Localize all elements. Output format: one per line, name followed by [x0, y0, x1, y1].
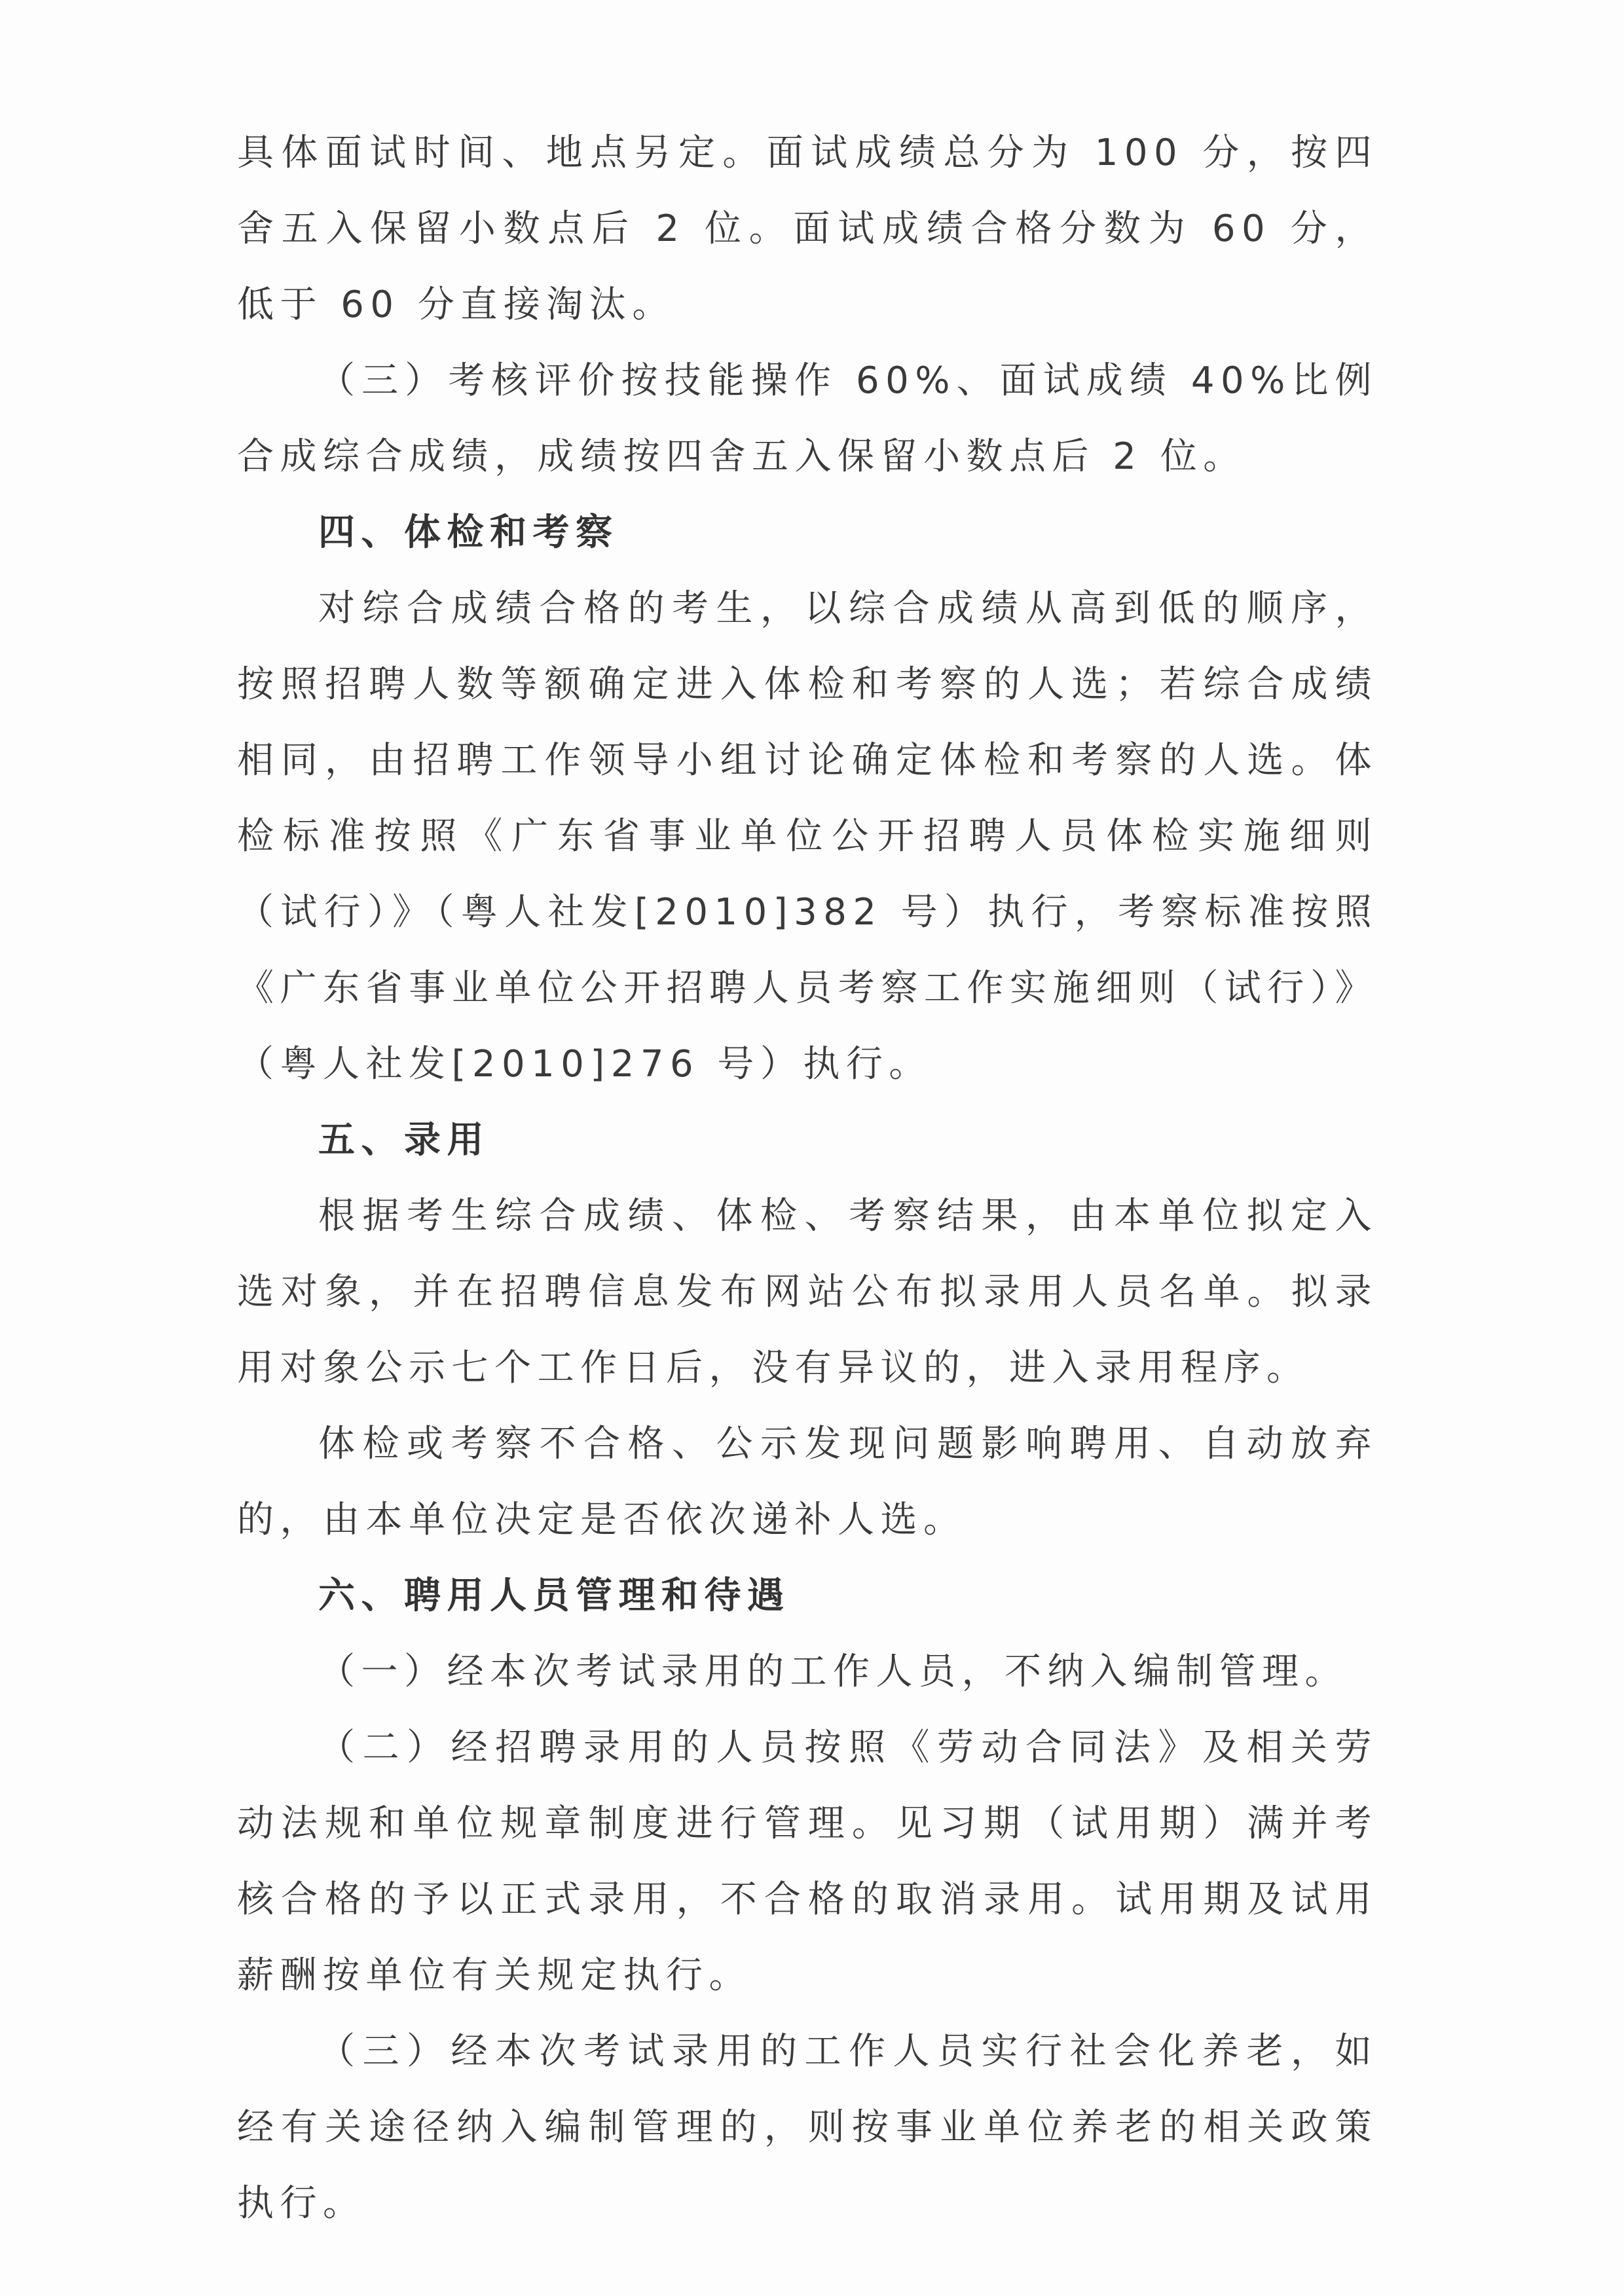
paragraph-no-establishment: （一）经本次考试录用的工作人员，不纳入编制管理。	[318, 1650, 1348, 1693]
paragraph-pension: （三）经本次考试录用的工作人员实行社会化养老，如经有关途径纳入编制管理的，则按事业单位养老的相关政策执行。	[237, 2030, 1378, 2225]
document-body	[237, 115, 1378, 2242]
paragraph-score-composition: （三）考核评价按技能操作 60%、面试成绩 40%比例合成综合成绩，成绩按四舍五入保留小数点后 2 位。	[237, 359, 1378, 478]
section-heading-staff-management: 六、聘用人员管理和待遇	[318, 1575, 790, 1617]
paragraph-substitution: 体检或考察不合格、公示发现问题影响聘用、自动放弃的，由本单位决定是否依次递补人选。	[237, 1423, 1378, 1541]
section-heading-medical-exam: 四、体检和考察	[318, 511, 619, 554]
paragraph-labor-contract: （二）经招聘录用的人员按照《劳动合同法》及相关劳动法规和单位规章制度进行管理。见习期（试用期）满并考核合格的予以正式录用，不合格的取消录用。试用期及试用薪酬按单位有关规定执行。	[237, 1726, 1378, 1997]
paragraph-medical-exam-rules: 对综合成绩合格的考生，以综合成绩从高到低的顺序，按照招聘人数等额确定进入体检和考察的人选；若综合成绩相同，由招聘工作领导小组讨论确定体检和考察的人选。体检标准按照《广东省事业单位公开招聘人员体检实施细则（试行）》（粤人社发[2010]382 号）执行，考察标准按照《广东省事业单位公开招聘人员考察工作实施细则（试行）》（粤人社发[2010]276 号）执行。	[237, 587, 1378, 1085]
section-heading-hiring: 五、录用	[318, 1119, 490, 1161]
paragraph-interview-details: 具体面试时间、地点另定。面试成绩总分为 100 分，按四舍五入保留小数点后 2 位。面试成绩合格分数为 60 分，低于 60 分直接淘汰。	[237, 132, 1378, 326]
paragraph-hiring-publicity: 根据考生综合成绩、体检、考察结果，由本单位拟定入选对象，并在招聘信息发布网站公布拟录用人员名单。拟录用对象公示七个工作日后，没有异议的，进入录用程序。	[237, 1195, 1378, 1389]
